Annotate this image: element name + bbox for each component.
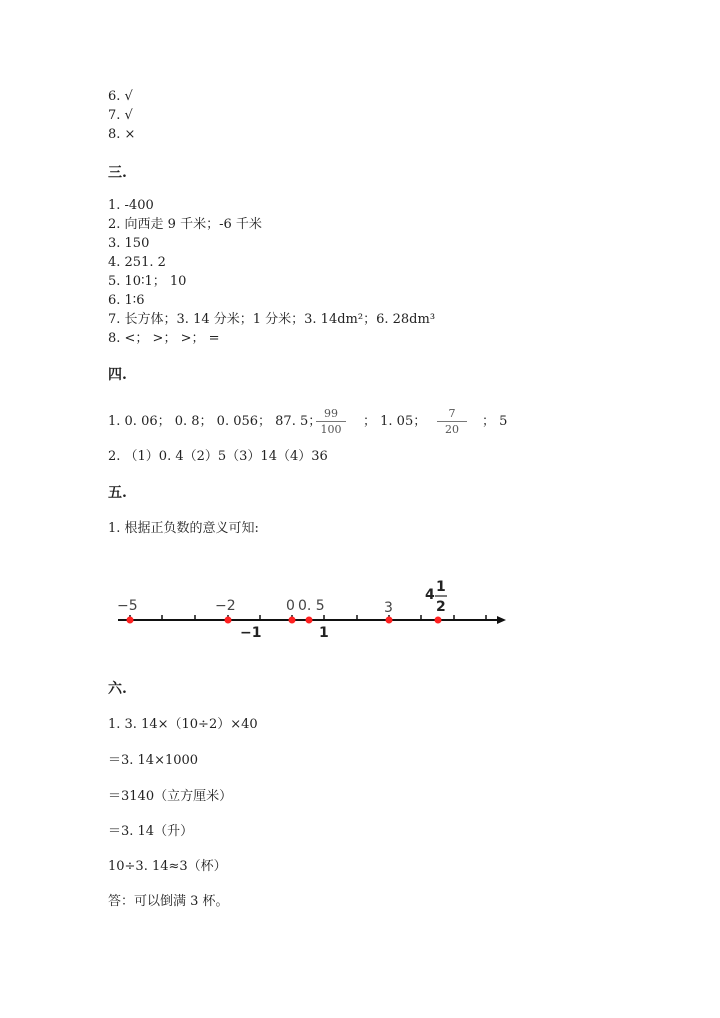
- fraction-bar: [437, 421, 467, 422]
- item-number: 6.: [108, 89, 121, 104]
- answer-line: 2. 向西走 9 千米；-6 千米: [108, 217, 262, 232]
- section-five-heading: 五.: [108, 485, 127, 501]
- answer-line: 4. 251. 2: [108, 255, 166, 270]
- svg-text:0. 5: 0. 5: [298, 598, 325, 614]
- svg-text:1: 1: [319, 625, 329, 641]
- answer-line: 1. 根据正负数的意义可知:: [108, 521, 259, 536]
- solution-line: 1. 3. 14×（10÷2）×40: [108, 717, 258, 732]
- answer-line: ； 5: [482, 414, 508, 429]
- svg-text:4: 4: [425, 587, 435, 603]
- answer-line: 1. 0. 06； 0. 8； 0. 056； 87. 5；: [108, 414, 322, 429]
- check-mark: √: [124, 108, 133, 123]
- svg-text:−5: −5: [117, 598, 138, 614]
- fraction-bar: [316, 421, 346, 422]
- check-mark: √: [124, 89, 133, 104]
- denominator: 20: [445, 423, 459, 436]
- svg-text:1: 1: [436, 579, 446, 595]
- cross-mark: ×: [124, 127, 136, 142]
- answer-line: 6. 1∶6: [108, 293, 145, 308]
- answer-line: ； 1. 05；: [363, 414, 427, 429]
- solution-line: 10÷3. 14≈3（杯）: [108, 859, 227, 874]
- answer-line: 2. （1）0. 4（2）5（3）14（4）36: [108, 449, 328, 464]
- numerator: 7: [448, 407, 456, 420]
- item-number: 8.: [108, 127, 121, 142]
- solution-line: ＝3. 14×1000: [108, 753, 199, 768]
- svg-text:3: 3: [384, 600, 393, 616]
- solution-line: ＝3. 14（升）: [108, 824, 194, 839]
- svg-text:0: 0: [286, 598, 295, 614]
- section-three-heading: 三.: [108, 165, 127, 181]
- arrow-icon: [497, 616, 506, 624]
- answer-item-7: [108, 107, 133, 125]
- answer-line: 5. 10∶1； 10: [108, 274, 187, 289]
- svg-text:−1: −1: [240, 625, 262, 641]
- solution-line: ＝3140（立方厘米）: [108, 789, 233, 804]
- answer-item-8: [108, 126, 135, 144]
- fraction-7-20: [437, 407, 467, 436]
- numerator: 99: [324, 407, 338, 420]
- answer-statement: 答：可以倒满 3 杯。: [108, 894, 229, 909]
- denominator: 100: [320, 423, 342, 436]
- svg-text:−2: −2: [215, 598, 236, 614]
- fraction-99-100: [316, 407, 346, 436]
- item-number: 7.: [108, 108, 121, 123]
- section-six-heading: 六.: [108, 681, 127, 697]
- answer-item-6: [108, 88, 133, 106]
- answer-line: 7. 长方体；3. 14 分米；1 分米；3. 14dm²；6. 28dm³: [108, 312, 436, 327]
- answer-line: 8. <； >； >； =: [108, 331, 220, 346]
- answer-line: 1. -400: [108, 198, 154, 213]
- section-four-heading: 四.: [108, 367, 127, 383]
- answer-line: 3. 150: [108, 236, 150, 251]
- svg-text:2: 2: [436, 599, 446, 615]
